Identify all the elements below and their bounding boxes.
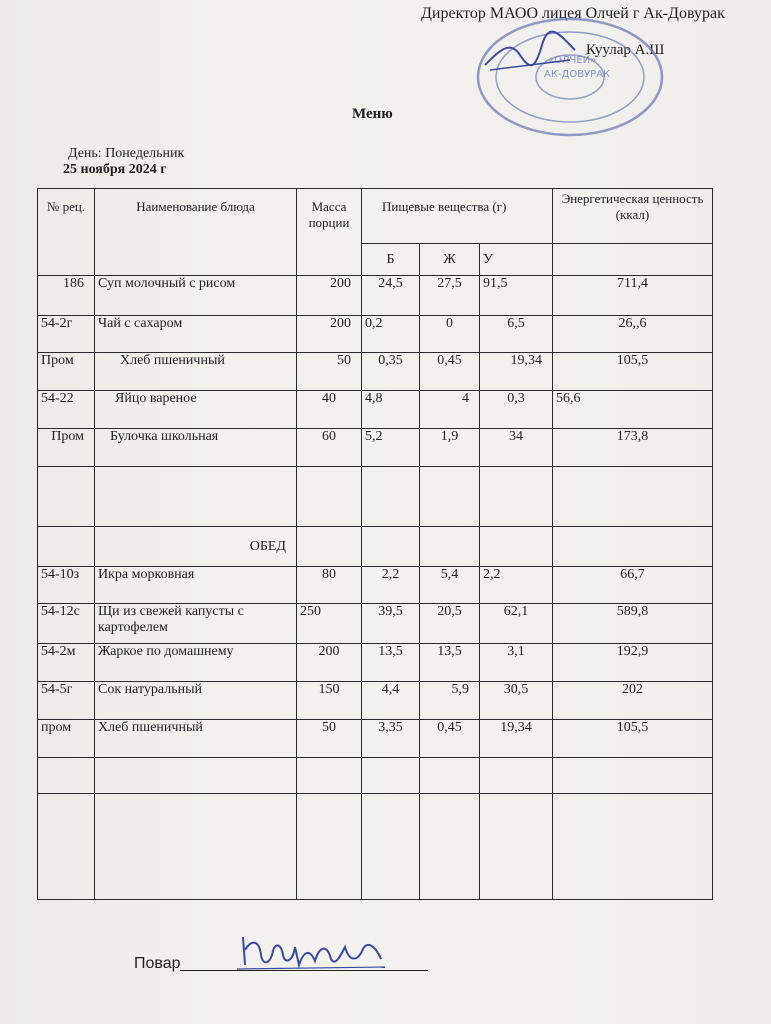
carbs: 62,1: [480, 604, 553, 644]
portion-mass: 80: [297, 567, 362, 604]
proteins: 4,4: [362, 682, 420, 720]
empty-row: [38, 758, 713, 794]
recipe-number: 54-2г: [38, 316, 95, 353]
table-header-row: [38, 189, 713, 244]
proteins: 24,5: [362, 276, 420, 316]
fats: 0,45: [420, 720, 480, 758]
table-row: [38, 604, 713, 644]
carbs: 19,34: [480, 720, 553, 758]
proteins: 0,35: [362, 353, 420, 391]
portion-mass: 200: [297, 276, 362, 316]
dish-name: Чай с сахаром: [95, 316, 297, 353]
menu-table: [37, 188, 713, 900]
carbs: 0,3: [480, 391, 553, 429]
proteins: 0,2: [362, 316, 420, 353]
energy: 202: [553, 682, 713, 720]
fats: 0,45: [420, 353, 480, 391]
section-label-lunch: ОБЕД: [95, 527, 297, 567]
energy: 173,8: [553, 429, 713, 467]
proteins: 2,2: [362, 567, 420, 604]
cook-signature: [235, 925, 395, 975]
energy: 56,6: [553, 391, 713, 429]
fats: 27,5: [420, 276, 480, 316]
fats: 0: [420, 316, 480, 353]
table-row: [38, 567, 713, 604]
dish-name: Сок натуральный: [95, 682, 297, 720]
dish-name: Яйцо вареное: [95, 391, 297, 429]
proteins: 5,2: [362, 429, 420, 467]
energy: 105,5: [553, 353, 713, 391]
svg-text:«ОЛЧЕЙ»: «ОЛЧЕЙ»: [548, 55, 597, 66]
empty-row: [38, 794, 713, 900]
proteins: 3,35: [362, 720, 420, 758]
empty-row: [38, 467, 713, 527]
recipe-number: Пром: [38, 353, 95, 391]
table-row: [38, 391, 713, 429]
page-title: Меню: [352, 106, 393, 122]
fats: 13,5: [420, 644, 480, 682]
dish-name: Икра морковная: [95, 567, 297, 604]
header-nutrients: Пищевые вещества (г): [362, 189, 553, 244]
portion-mass: 50: [297, 720, 362, 758]
header-energy: Энергетическая ценность (ккал): [553, 189, 713, 244]
table-row: [38, 682, 713, 720]
portion-mass: 60: [297, 429, 362, 467]
day-label: День: Понедельник: [68, 146, 185, 161]
header-proteins: Б: [362, 244, 420, 276]
proteins: 39,5: [362, 604, 420, 644]
director-signature: [480, 30, 580, 80]
proteins: 13,5: [362, 644, 420, 682]
energy: 589,8: [553, 604, 713, 644]
table-row: [38, 276, 713, 316]
table-row: [38, 429, 713, 467]
carbs: 34: [480, 429, 553, 467]
energy: 26,,6: [553, 316, 713, 353]
energy: 711,4: [553, 276, 713, 316]
carbs: 2,2: [480, 567, 553, 604]
header-portion-mass: Масса порции: [297, 189, 362, 276]
date-label: 25 ноября 2024 г: [63, 162, 167, 177]
proteins: 4,8: [362, 391, 420, 429]
carbs: 6,5: [480, 316, 553, 353]
energy: 105,5: [553, 720, 713, 758]
portion-mass: 150: [297, 682, 362, 720]
carbs: 30,5: [480, 682, 553, 720]
director-name: Куулар А.Ш: [586, 42, 665, 58]
dish-name: Хлеб пшеничный: [95, 353, 297, 391]
recipe-number: 54-2м: [38, 644, 95, 682]
dish-name: Щи из свежей капусты с картофелем: [95, 604, 297, 644]
fats: 5,4: [420, 567, 480, 604]
portion-mass: 200: [297, 644, 362, 682]
section-row-lunch: [38, 527, 713, 567]
recipe-number: 186: [38, 276, 95, 316]
header-energy-blank: [553, 244, 713, 276]
table-row: [38, 316, 713, 353]
portion-mass: 50: [297, 353, 362, 391]
recipe-number: 54-10з: [38, 567, 95, 604]
table-row: [38, 353, 713, 391]
svg-text:АК-ДОВУРАК: АК-ДОВУРАК: [544, 69, 611, 80]
portion-mass: 40: [297, 391, 362, 429]
energy: 66,7: [553, 567, 713, 604]
portion-mass: 200: [297, 316, 362, 353]
header-fats: Ж: [420, 244, 480, 276]
dish-name: Суп молочный с рисом: [95, 276, 297, 316]
portion-mass: 250: [297, 604, 362, 644]
carbs: 19,34: [480, 353, 553, 391]
dish-name: Хлеб пшеничный: [95, 720, 297, 758]
header-carbs: У: [480, 244, 553, 276]
recipe-number: 54-22: [38, 391, 95, 429]
cook-label: Повар: [134, 955, 181, 972]
fats: 5,9: [420, 682, 480, 720]
recipe-number: 54-5г: [38, 682, 95, 720]
carbs: 91,5: [480, 276, 553, 316]
fats: 20,5: [420, 604, 480, 644]
director-line: Директор МАОО лицея Олчей г Ак-Довурак: [421, 5, 725, 22]
header-recipe-number: № рец.: [38, 189, 95, 276]
recipe-number: пром: [38, 720, 95, 758]
energy: 192,9: [553, 644, 713, 682]
dish-name: Жаркое по домашнему: [95, 644, 297, 682]
fats: 4: [420, 391, 480, 429]
table-row: [38, 644, 713, 682]
header-dish-name: Наименование блюда: [95, 189, 297, 276]
carbs: 3,1: [480, 644, 553, 682]
dish-name: Булочка школьная: [95, 429, 297, 467]
recipe-number: 54-12с: [38, 604, 95, 644]
fats: 1,9: [420, 429, 480, 467]
recipe-number: Пром: [38, 429, 95, 467]
table-row: [38, 720, 713, 758]
